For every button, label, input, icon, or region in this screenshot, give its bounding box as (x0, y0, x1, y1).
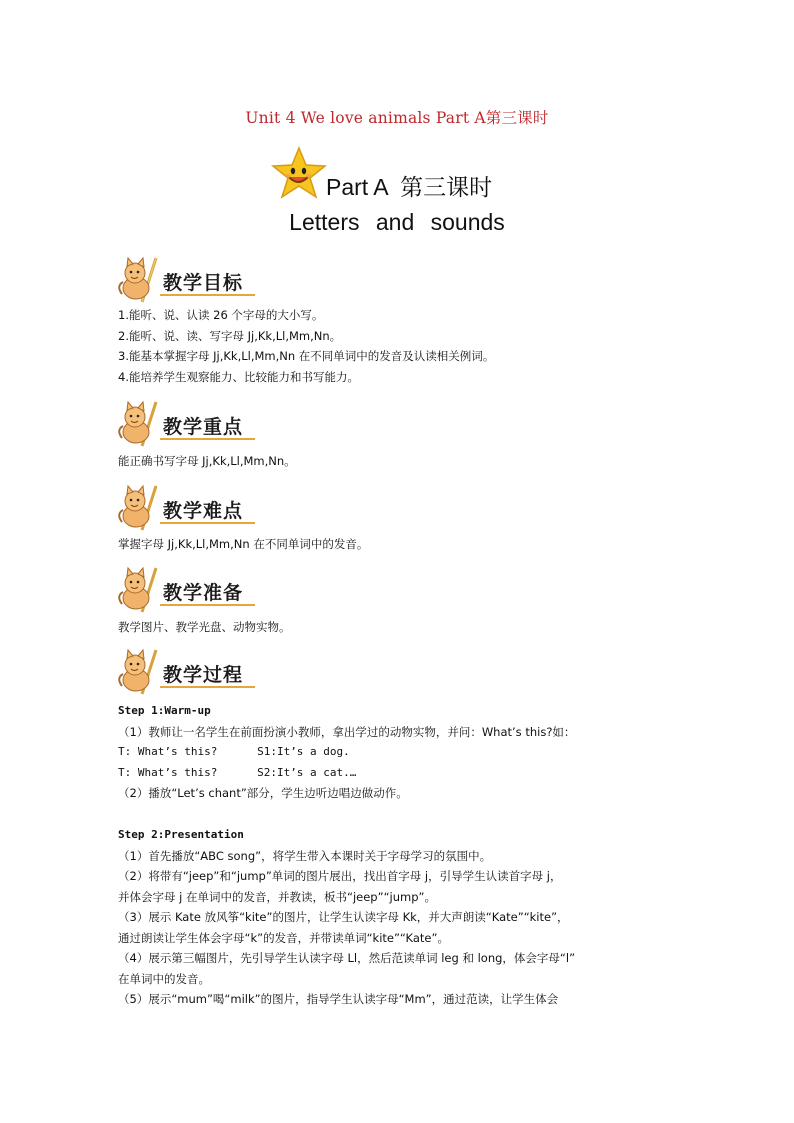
section-heading-difficulties (118, 484, 418, 532)
step1-dialogue-line: T: What’s this? S1:It’s a dog. (118, 745, 350, 758)
step2-line: （4）展示第三幅图片，先引导学生认读字母 Ll，然后范读单词 leg 和 long，体会字母“l” (118, 951, 576, 965)
document-title: Unit 4 We love animals Part A第三课时 (245, 109, 549, 127)
difficulties-text: 掌握字母 Jj,Kk,Ll,Mm,Nn 在不同单词中的发音。 (118, 537, 369, 551)
step2-line: （1）首先播放“ABC song”，将学生带入本课时关于字母学习的氛围中。 (118, 848, 492, 863)
part-title: Part A 第三课时 (326, 174, 493, 200)
step1-block (118, 701, 688, 804)
step1-title: Step 1:Warm-up (118, 704, 211, 717)
step1-dialogue-line: T: What’s this? S2:It’s a cat.… (118, 765, 357, 779)
step2-line: 在单词中的发音。 (118, 971, 210, 986)
step2-line: 通过朗读让学生体会字母“k”的发音，并带读单词“kite”“Kate”。 (118, 930, 449, 945)
section-heading-process (118, 648, 418, 696)
cat-pencil-icon (118, 400, 164, 448)
step2-block (118, 825, 688, 1010)
objectives-list (118, 305, 688, 387)
section-heading-label: 教学重点 (163, 416, 244, 438)
heading-underline (160, 686, 255, 688)
preparation-text: 教学图片、教学光盘、动物实物。 (118, 620, 291, 634)
heading-underline (160, 604, 255, 606)
key-points-text: 能正确书写字母 Jj,Kk,Ll,Mm,Nn。 (118, 454, 296, 468)
step2-line: （2）将带有“jeep”和“jump”单词的图片展出，找出首字母 j，引导学生认读首字母 j， (118, 869, 562, 883)
objective-item: 2.能听、说、读、写字母 Jj,Kk,Ll,Mm,Nn。 (118, 328, 342, 343)
smiling-star-icon (270, 146, 328, 200)
section-heading-objectives (118, 256, 418, 304)
heading-underline (160, 522, 255, 524)
step2-line: （3）展示 Kate 放风筝“kite”的图片，让学生认读字母 Kk，并大声朗读“Kate”“kite”， (118, 910, 569, 924)
step2-line: （5）展示“mum”喝“milk”的图片，指导学生认读字母“Mm”，通过范读，让学生体会 (118, 992, 559, 1006)
section-heading-label: 教学准备 (163, 582, 244, 604)
step2-title: Step 2:Presentation (118, 828, 244, 841)
cat-pencil-icon (118, 256, 164, 304)
section-heading-preparation (118, 566, 418, 614)
section-heading-label: 教学过程 (163, 664, 244, 686)
cat-pencil-icon (118, 484, 164, 532)
cat-pencil-icon (118, 566, 164, 614)
objective-item: 3.能基本掌握字母 Jj,Kk,Ll,Mm,Nn 在不同单词中的发音及认读相关例词。 (118, 349, 495, 363)
cat-pencil-icon (118, 648, 164, 696)
section-heading-label: 教学难点 (163, 500, 244, 522)
objective-item: 1.能听、说、认读 26 个字母的大小写。 (118, 308, 324, 322)
step2-line: 并体会字母 j 在单词中的发音，并教读，板书“jeep”“jump”。 (118, 889, 436, 904)
objective-item: 4.能培养学生观察能力、比较能力和书写能力。 (118, 369, 359, 384)
section-heading-label: 教学目标 (163, 272, 244, 294)
heading-underline (160, 294, 255, 296)
lesson-subtitle: Letters and sounds (289, 209, 505, 235)
section-heading-key-points (118, 400, 418, 448)
step1-line: （2）播放“Let’s chant”部分，学生边听边唱边做动作。 (118, 786, 408, 800)
heading-underline (160, 438, 255, 440)
step1-line: （1）教师让一名学生在前面扮演小教师，拿出学过的动物实物，并问：What’s this?如： (118, 724, 576, 739)
